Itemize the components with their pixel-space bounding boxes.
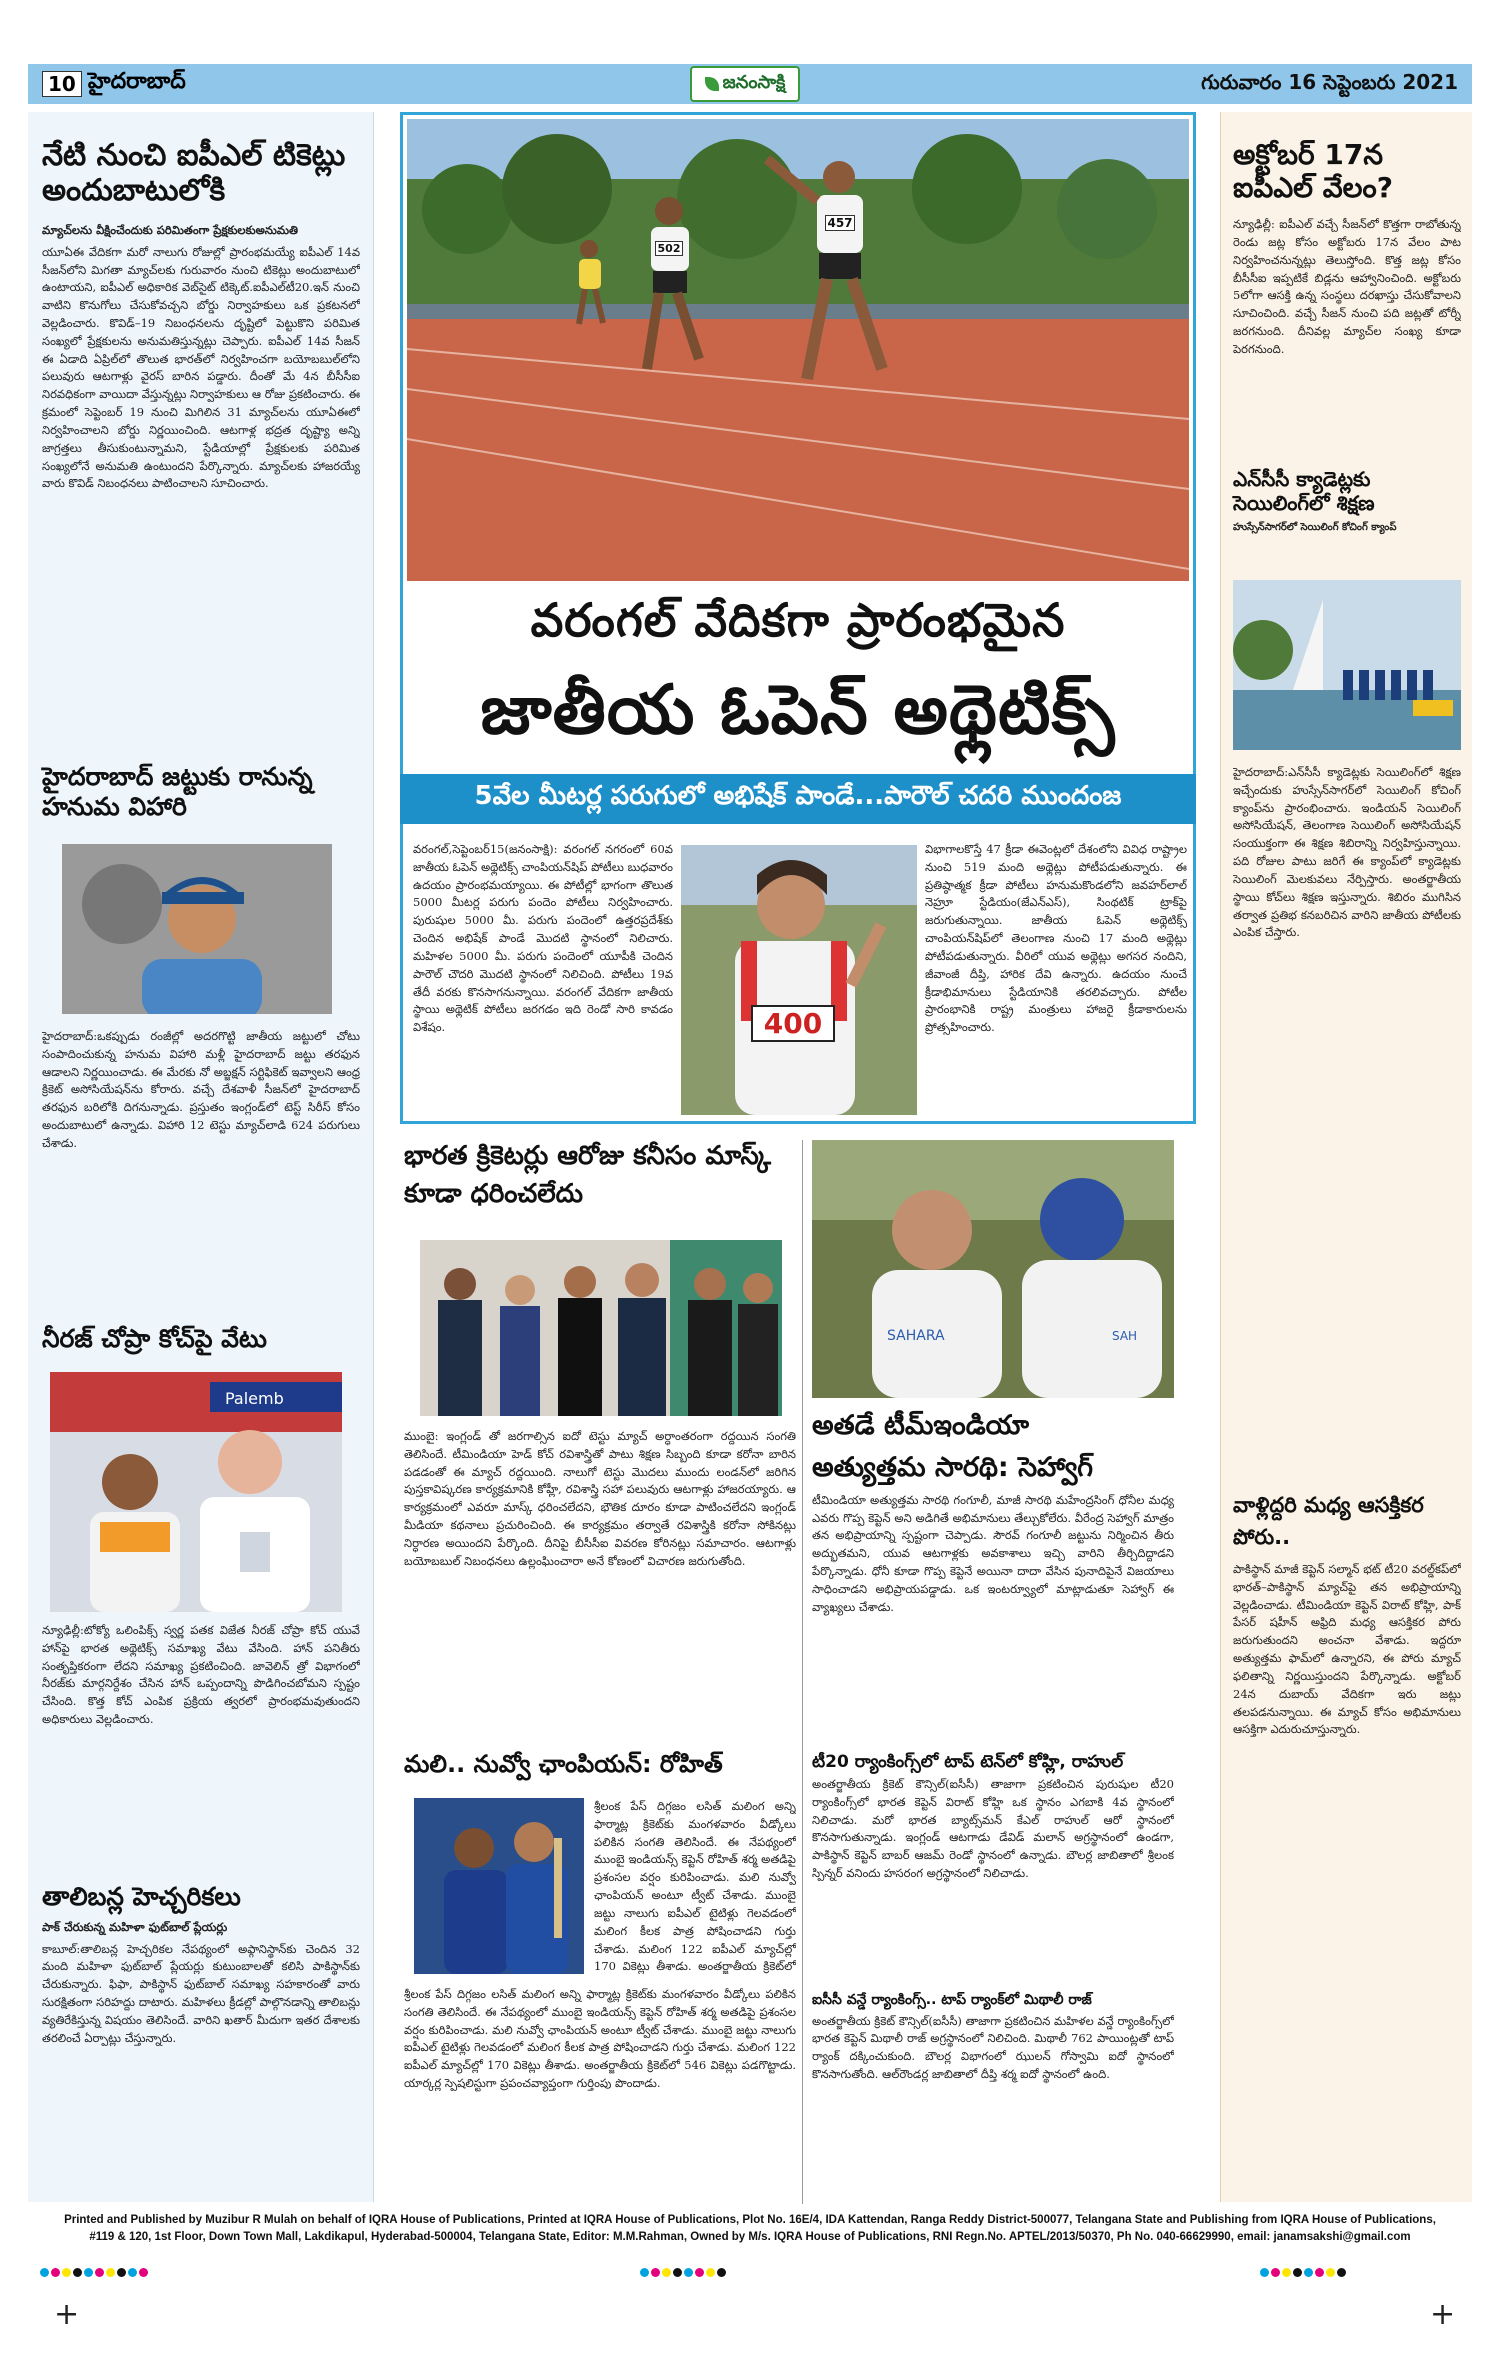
issue-date: గురువారం 16 సెప్టెంబరు 2021 bbox=[1201, 69, 1458, 94]
headline: హైదరాబాద్ జట్టుకు రానున్న హనుమ విహారి bbox=[42, 762, 313, 821]
article-body: ముంబై: ఇంగ్లండ్ తో జరగాల్సిన ఐదో టెస్టు మ్యాచ్ అర్ధాంతరంగా రద్దయిన సంగతి తెలిసిందే. టీమిండియా హెడ్ కోచ్ రవిశాస్త్రితో పాటు శిక్షణ సిబ్బంది కూడా కరోనా బారిన పడడంతో ఈ మ్యాచ్ రద్దయింది. నాలుగో టెస్టు మొదలు ముందు లండన్‌లో జరిగిన పుస్తకావిష్కరణ కార్యక్రమానికి కోహ్లీ, రవిశాస్త్రి సహా పలువురు ఆటగాళ్లు హాజరయ్యారు. ఆ కార్యక్రమంలో ఎవరూ మాస్క్ ధరించలేదని, భౌతిక దూరం కూడా పాటించలేదని ఇంగ్లండ్ మీడియా కథనాలు ప్రచురించింది. ఈ కార్యక్రమం తర్వాతే రవిశాస్త్రికి కరోనా సోకినట్లు నిర్ధారణ అయిందని పేర్కొంది. దీనిపై బీసీసీఐ వివరణ కోరినట్లు సమాచారం. ఆటగాళ్లు బయోబబుల్ నిబంధనలు ఉల్లంఘించారా అనే కోణంలో విచారణ జరుగుతోంది. bbox=[404, 1429, 796, 1568]
headline: మలి.. నువ్వో ఛాంపియన్: రోహిత్ bbox=[404, 1750, 723, 1778]
article-taliban bbox=[42, 1882, 360, 2181]
article-body: హైదరాబాద్:ఒకప్పుడు రంజీల్లో అదరగొట్టి జాతీయ జట్టులో చోటు సంపాదించుకున్న హనుమ విహారి మళ్లీ హైదరాబాద్ జట్టు తరఫున ఆడాలని నిర్ణయించాడు. ఈ మేరకు నో అబ్జక్షన్ సర్టిఫికెట్ ఇవ్వాలని ఆంధ్ర క్రికెట్ అసోసియేషన్‌ను కోరారు. వచ్చే దేశవాళీ సీజన్‌లో హైదరాబాద్ తరఫున బరిలోకి దిగనున్నాడు. ప్రస్తుతం ఇంగ్లండ్‌లో టెస్ట్ సిరీస్ కోసం అందుబాటులో ఉన్నాడు. విహారి 12 టెస్టు మ్యాచ్‌లాడి 624 పరుగులు చేశాడు. bbox=[42, 1029, 360, 1150]
runners-photo bbox=[407, 119, 1189, 581]
edition-name: హైదరాబాద్ bbox=[87, 69, 186, 94]
headline: తాలిబన్ల హెచ్చరికలు bbox=[42, 1882, 241, 1911]
feature-body-left: వరంగల్,సెప్టెంబర్15(జనంసాక్షి): వరంగల్ నగరంలో 60వ జాతీయ ఓపెన్ అథ్లెటిక్స్ చాంపియన్‌షిప్ పోటీలు బుధవారం ఉదయం ప్రారంభమయ్యాయి. ఈ పోటీల్లో భాగంగా తొలుత 5000 మీటర్ల పరుగు పందెం పోటీలు నిర్వహించారు. పురుషుల 5000 మీ. పరుగు పందెంలో ఉత్తరప్రదేశ్‌కు చెందిన అభిషేక్ పాండే మొదటి స్థానంలో నిలిచారు. మహిళల 5000 మీ. పరుగు పందెంలో యూపీకి చెందిన పారౌల్ చౌదరి మొదటి స్థానంలో నిలిచింది. పోటీలు 19వ తేదీ వరకు కొనసాగనున్నాయి. వరంగల్ వేదికగా జాతీయ స్థాయి అథ్లెటిక్ పోటీలు జరగడం ఇది రెండో సారి కావడం విశేషం. bbox=[413, 842, 673, 1035]
imprint-footer bbox=[28, 2212, 1472, 2256]
feature-subheadline-band: 5వేల మీటర్ల పరుగులో అభిషేక్ పాండే...పారౌల్ చదరి ముందంజ bbox=[400, 774, 1196, 824]
article-sehwag bbox=[812, 1410, 1174, 1742]
subheadline: పాక్ చేరుకున్న మహిళా ఫుట్‌బాల్ ప్లేయర్లు bbox=[42, 1919, 228, 1934]
color-registration-bar bbox=[640, 2262, 728, 2272]
headline: అక్టోబర్ 17న ఐపీఎల్ వేలం? bbox=[1233, 138, 1393, 205]
article-body: టీమిండియా అత్యుత్తమ సారథి గంగూలీ, మాజీ సారథి మహేంద్రసింగ్ ధోనీల మధ్య ఎవరు గొప్ప కెప్టెన్ అని అడిగితే అభిమానులు తేల్చుకోలేరు. వీరేంద్ర సెహ్వాగ్ మాత్రం తన అభిప్రాయాన్ని స్పష్టంగా చెప్పాడు. సౌరవ్ గంగూలీ జట్టును నిర్మించిన తీరు అద్భుతమని, యువ ఆటగాళ్లకు అవకాశాలు ఇచ్చి వారిని తీర్చిదిద్దాడని పేర్కొన్నాడు. ధోనీ కూడా గొప్ప కెప్టెనే అయినా దాదా వేసిన పునాదిపైనే విజయాలు సాధించాడని అభిప్రాయపడ్డాడు. ఒక ఇంటర్వ్యూలో మాట్లాడుతూ సెహ్వాగ్ ఈ వ్యాఖ్యలు చేశాడు. bbox=[812, 1492, 1174, 1614]
article-body: న్యూఢిల్లీ: ఐపీఎల్ వచ్చే సీజన్‌లో కొత్తగా రాబోతున్న రెండు జట్ల కోసం అక్టోబరు 17న వేలం పాట నిర్వహించనున్నట్లు తెలుస్తోంది. కొత్త జట్ల కోసం బీసీసీఐ ఇప్పటికే బిడ్లను ఆహ్వానించింది. అక్టోబరు 5లోగా ఆసక్తి ఉన్న సంస్థలు దరఖాస్తు చేసుకోవాలని సూచించింది. వచ్చే సీజన్ నుంచి పది జట్లతో టోర్నీ జరగనుంది. దీనివల్ల మ్యాచ్‌ల సంఖ్య కూడా పెరగనుంది. bbox=[1233, 217, 1461, 356]
leaf-icon bbox=[705, 77, 719, 91]
book-launch-photo bbox=[420, 1240, 782, 1416]
article-body: పాకిస్థాన్ మాజీ కెప్టెన్ సల్మాన్ భట్ టీ20 వరల్డ్‌కప్‌లో భారత్‌–పాకిస్థాన్ మ్యాచ్‌పై తన అభిప్రాయాన్ని వెల్లడించాడు. టీమిండియా కెప్టెన్ విరాట్ కోహ్లి, పాక్ పేసర్ షహీన్ అఫ్రిది మధ్య ఆసక్తికర పోరు జరుగుతుందని అంచనా వేశాడు. ఇద్దరూ అత్యుత్తమ ఫామ్‌లో ఉన్నారని, ఈ పోరు మ్యాచ్ ఫలితాన్ని నిర్ణయిస్తుందని పేర్కొన్నాడు. అక్టోబర్ 24న దుబాయ్ వేదికగా ఇరు జట్లు తలపడనున్నాయి. ఈ మ్యాచ్ కోసం అభిమానులు ఆసక్తిగా ఎదురుచూస్తున్నారు. bbox=[1233, 1562, 1461, 1737]
headline-line-2: అత్యుత్తమ సారథి: సెహ్వాగ్ bbox=[812, 1451, 1094, 1483]
article-body: కాబూల్:తాలిబన్ల హెచ్చరికల నేపథ్యంలో అఫ్గానిస్థాన్‌కు చెందిన 32 మంది మహిళా ఫుట్‌బాల్ ప్లేయర్లు కుటుంబాలతో కలిసి పాకిస్థాన్‌కు చేరుకున్నారు. ఫిఫా, పాకిస్థాన్ ఫుట్‌బాల్ సమాఖ్య సహకారంతో వారు సురక్షితంగా సరిహద్దు దాటారు. మహిళలు క్రీడల్లో పాల్గొనడాన్ని తాలిబన్లు వ్యతిరేకిస్తున్న విషయం తెలిసిందే. వారిని ఖతార్ మీదుగా ఇతర దేశాలకు తరలించే ఏర్పాట్లు చేస్తున్నారు. bbox=[42, 1941, 360, 2045]
article-ncc-sailing bbox=[1233, 467, 1461, 940]
crop-mark-icon: + bbox=[54, 2297, 80, 2332]
article-body: అంతర్జాతీయ క్రికెట్ కౌన్సిల్(ఐసీసీ) తాజాగా ప్రకటించిన పురుషుల టీ20 ర్యాంకింగ్స్‌లో భారత కెప్టెన్ విరాట్ కోహ్లి ఒక స్థానం ఎగబాకి 4వ స్థానంలో నిలిచాడు. మరో భారత బ్యాట్స్‌మన్ కేఎల్ రాహుల్ ఆరో స్థానంలో కొనసాగుతున్నాడు. ఇంగ్లండ్ ఆటగాడు డేవిడ్ మలాన్ అగ్రస్థానంలో ఉండగా, పాకిస్థాన్ కెప్టెన్ బాబర్ ఆజమ్ రెండో స్థానంలో ఉన్నాడు. బౌలర్ల జాబితాలో శ్రీలంక స్పిన్నర్ వనిందు హసరంగ అగ్రస్థానంలో నిలిచాడు. bbox=[812, 1777, 1174, 1881]
feature-headline-2: జాతీయ ఓపెన్ అథ్లెటిక్స్ bbox=[480, 671, 1116, 750]
feature-body-right: విభాగాలకొస్తే 47 క్రీడా ఈవెంట్లలో దేశంలోని వివిధ రాష్ట్రాల నుంచి 519 మంది అథ్లెట్లు పోటీపడుతున్నారు. ఈ ప్రతిష్ఠాత్మక క్రీడా పోటీలు హనుమకొండలోని జవహర్‌లాల్ నెహ్రూ స్టేడియం(జేఎన్ఎస్), సింథటిక్ ట్రాక్‌పై జరుగుతున్నాయి. జాతీయ ఓపెన్ అథ్లెటిక్స్ చాంపియన్‌షిప్‌లో తెలంగాణ నుంచి 17 మంది అథ్లెట్లు పోటీపడుతున్నారు. వీరిలో యువ అథ్లెట్లు అగసర నందిని, జీవాంజీ దీప్తి, హారిక దేవి ఉన్నారు. ఉదయం నుంచే క్రీడాభిమానులు స్టేడియానికి తరలివచ్చారు. పోటీల ప్రారంభానికి రాష్ట్ర మంత్రులు హాజరై క్రీడాకారులను ప్రోత్సహించారు. bbox=[925, 842, 1187, 1035]
article-body: అంతర్జాతీయ క్రికెట్ కౌన్సిల్(ఐసీసీ) తాజాగా ప్రకటించిన మహిళల వన్డే ర్యాంకింగ్స్‌లో భారత కెప్టెన్ మిథాలీ రాజ్ అగ్రస్థానంలో నిలిచింది. మిథాలీ 762 పాయింట్లతో టాప్ ర్యాంక్ దక్కించుకుంది. బౌలర్ల విభాగంలో ఝులన్ గోస్వామి ఐదో స్థానంలో కొనసాగుతోంది. ఆల్‌రౌండర్ల జాబితాలో దీప్తి శర్మ ఐదో స్థానంలో ఉంది. bbox=[812, 2013, 1174, 2081]
crop-mark-icon: + bbox=[1430, 2297, 1456, 2332]
neeraj-photo bbox=[50, 1372, 342, 1612]
svg-text:SAH: SAH bbox=[1112, 1329, 1138, 1343]
right-column bbox=[1220, 112, 1472, 2202]
article-body: న్యూఢిల్లీ:టోక్యో ఒలింపిక్స్ స్వర్ణ పతక విజేత నీరజ్ చోప్రా కోచ్ యువే హాన్‌పై భారత అథ్లెటిక్స్ సమాఖ్య వేటు వేసింది. హాన్ పనితీరు సంతృప్తికరంగా లేదని సమాఖ్య ప్రకటించింది. జావెలిన్ త్రో విభాగంలో నీరజ్‌కు మార్గనిర్దేశం చేసిన హాన్ ఒప్పందాన్ని పొడిగించబోమని స్పష్టం చేసింది. కొత్త కోచ్ ఎంపిక ప్రక్రియ త్వరలో ప్రారంభమవుతుందని అధికారులు వెల్లడించారు. bbox=[42, 1623, 360, 1727]
article-body: హైదరాబాద్:ఎన్‌సీసీ క్యాడెట్లకు సెయిలింగ్‌లో శిక్షణ ఇచ్చేందుకు హుస్సేన్‌సాగర్‌లో సెయిలింగ్ కోచింగ్ క్యాంప్‌ను ప్రారంభించారు. ఇండియన్ సెయిలింగ్ అసోసియేషన్, తెలంగాణ సెయిలింగ్ అసోసియేషన్ సంయుక్తంగా ఈ శిక్షణ శిబిరాన్ని నిర్వహిస్తున్నాయి. పది రోజుల పాటు జరిగే ఈ క్యాంప్‌లో క్యాడెట్లకు సెయిలింగ్ మెలకువలు నేర్పిస్తారు. అంతర్జాతీయ స్థాయి కోచ్‌లు శిక్షణ ఇస్తున్నారు. శిబిరం ముగిసిన తర్వాత ప్రతిభ కనబరిచిన వారిని జాతీయ పోటీలకు ఎంపిక చేస్తారు. bbox=[1233, 765, 1461, 940]
article-hanuma-vihari bbox=[42, 762, 360, 1150]
article-ipl-auction bbox=[1233, 138, 1461, 456]
bib-number: 400 bbox=[751, 1005, 835, 1042]
logo-text: జనంసాక్షి bbox=[722, 71, 786, 93]
page-number: 10 bbox=[42, 71, 82, 97]
article-masks bbox=[404, 1138, 796, 1568]
article-body: యూఏఈ వేదికగా మరో నాలుగు రోజుల్లో ప్రారంభమయ్యే ఐపీఎల్ 14వ సీజన్‌లోని మిగతా మ్యాచ్‌లకు గురువారం నుంచి టికెట్లు అందుబాటులో ఉంటాయని, ఐపీఎల్ అధికారిక వెబ్‌సైట్ టిక్కెట్‌.ఐపీఎల్‌టీ20.ఇన్ నుంచి వాటిని కొనుగోలు చేసుకోవచ్చని బోర్డు నిర్వాహకులు ఒక ప్రకటనలో వెల్లడించారు. కొవిడ్‌–19 నిబంధనలను దృష్టిలో పెట్టుకొని పరిమిత సంఖ్యలో ప్రేక్షకులను అనుమతిస్తున్నట్లు చెప్పారు. ఐపీఎల్ 14వ సీజన్ ఈ ఏడాది ఏప్రిల్‌లో తొలుత భారత్‌లో నిర్వహించగా బయోబబుల్‌లోని పలువురు ఆటగాళ్లు వైరస్ బారిన పడ్డారు. దీంతో మే 4న బీసీసీఐ నిరవధికంగా వాయిదా వేస్తున్నట్లు నిర్వాహకులు ఆ రోజు ప్రకటించారు. ఈ క్రమంలో సెప్టెంబర్ 19 నుంచి మిగిలిన 31 మ్యాచ్‌లను యూఏఈలో నిర్వహించాలని బోర్డు నిర్ణయించింది. ఆటగాళ్ల భద్రత దృష్ట్యా అన్ని జాగ్రత్తలు తీసుకుంటున్నామని, స్టేడియాల్లో ప్రేక్షకులకు పరిమిత సంఖ్యలోనే అనుమతి ఉంటుందని పేర్కొన్నారు. మ్యాచ్‌లకు హాజరయ్యే వారు కొవిడ్ నిబంధనలు పాటించాలని సూచించారు. bbox=[42, 244, 360, 491]
vihari-photo bbox=[62, 844, 332, 1014]
sailing-photo bbox=[1233, 580, 1461, 750]
left-column bbox=[28, 112, 374, 2202]
imprint-line-2: #119 & 120, 1st Floor, Down Town Mall, Lakdikapul, Hyderabad-500004, Telangana State, Editor: M.M.Rahman, Owned by M/s. IQRA House of Publications, RNI Regn.No. APTEL/2013/50370, Ph No. 040-66629990, email: janamsakshi@gmail.com bbox=[89, 2231, 1411, 2244]
subheadline: హుస్సేన్‌సాగర్‌లో సెయిలింగ్ కోచింగ్ క్యాంప్ bbox=[1233, 522, 1397, 534]
headline: నీరజ్ చోప్రా కోచ్‌పై వేటు bbox=[42, 1324, 267, 1353]
svg-text:Palemb: Palemb bbox=[225, 1389, 284, 1408]
feature-athletics bbox=[400, 112, 1196, 1124]
headline: ఎన్‌సీసీ క్యాడెట్లకు సెయిలింగ్‌లో శిక్షణ bbox=[1233, 467, 1375, 515]
headline: నేటి నుంచి ఐపీఎల్ టికెట్లు అందుబాటులోకి bbox=[42, 138, 346, 209]
headline-line-1: అతడే టీమ్‌ఇండియా bbox=[812, 1410, 1030, 1441]
color-registration-bar bbox=[40, 2262, 150, 2272]
subheadline: మ్యాచ్‌లను వీక్షించేందుకు పరిమితంగా ప్రేక్షకులకుఅనుమతి bbox=[42, 222, 298, 237]
headline: వాళ్లిద్దరి మధ్య ఆసక్తికర పోరు.. bbox=[1233, 1493, 1424, 1549]
article-rohit bbox=[404, 1750, 796, 2091]
article-neeraj-coach bbox=[42, 1324, 360, 1727]
column-rule bbox=[802, 1140, 803, 2204]
headline: ఐసీసీ వన్డే ర్యాంకింగ్స్.. టాప్ ర్యాంక్‌లో మిథాలీ రాజ్ bbox=[812, 1992, 1092, 2008]
article-ipl-tickets bbox=[42, 138, 360, 724]
bib-number: 502 bbox=[655, 241, 683, 256]
article-body-top: శ్రీలంక పేస్ దిగ్గజం లసిత్ మలింగ అన్ని ఫార్మాట్ల క్రికెట్‌కు మంగళవారం వీడ్కోలు పలికిన సంగతి తెలిసిందే. ఈ నేపథ్యంలో ముంబై ఇండియన్స్ కెప్టెన్ రోహిత్ శర్మ అతడిపై ప్రశంసల వర్షం కురిపించాడు. మలి నువ్వో ఛాంపియన్ అంటూ ట్వీట్ చేశాడు. ముంబై జట్టు నాలుగు ఐపీఎల్ టైటిళ్లు గెలవడంలో మలింగ కీలక పాత్ర పోషించాడని గుర్తు చేశాడు. మలింగ 122 ఐపీఎల్ మ్యాచ్‌ల్లో 170 వికెట్లు తీశాడు. అంతర్జాతీయ క్రికెట్‌లో bbox=[594, 1799, 796, 1974]
headline: భారత క్రికెటర్లు ఆరోజు కనీసం మాస్క్ కూడా ధరించలేదు bbox=[404, 1141, 771, 1209]
feature-headline-1: వరంగల్ వేదికగా ప్రారంభమైన bbox=[530, 593, 1066, 647]
headline: టీ20 ర్యాంకింగ్స్‌లో టాప్ టెన్‌లో కోహ్లి, రాహుల్ bbox=[812, 1752, 1124, 1772]
article-body: శ్రీలంక పేస్ దిగ్గజం లసిత్ మలింగ అన్ని ఫార్మాట్ల క్రికెట్‌కు మంగళవారం వీడ్కోలు పలికిన సంగతి తెలిసిందే. ఈ నేపథ్యంలో ముంబై ఇండియన్స్ కెప్టెన్ రోహిత్ శర్మ అతడిపై ప్రశంసల వర్షం కురిపించాడు. మలి నువ్వో ఛాంపియన్ అంటూ ట్వీట్ చేశాడు. ముంబై జట్టు నాలుగు ఐపీఎల్ టైటిళ్లు గెలవడంలో మలింగ కీలక పాత్ర పోషించాడని గుర్తు చేశాడు. మలింగ 122 ఐపీఎల్ మ్యాచ్‌ల్లో 170 వికెట్లు తీశాడు. అంతర్జాతీయ క్రికెట్‌లో 546 వికెట్లు పడగొట్టాడు. యార్కర్ల స్పెషలిస్టుగా ప్రపంచవ్యాప్తంగా గుర్తింపు పొందాడు. bbox=[404, 1987, 796, 2091]
malinga-rohit-photo bbox=[414, 1798, 584, 1974]
article-pak-fight bbox=[1233, 1490, 1461, 2161]
svg-text:SAHARA: SAHARA bbox=[887, 1328, 945, 1344]
color-registration-bar bbox=[1260, 2262, 1348, 2272]
masthead-logo bbox=[690, 66, 800, 102]
page-number-edition bbox=[42, 69, 186, 99]
imprint-line-1: Printed and Published by Muzibur R Mulah on behalf of IQRA House of Publications, Printed at IQRA House of Publications, Plot No. 16E/4, IDA Kattendan, Ranga Reddy District-500077, Telangana State and Publishing from IQRA House of Publications, bbox=[64, 2214, 1436, 2226]
sehwag-dhoni-photo bbox=[812, 1140, 1174, 1398]
athlete-photo bbox=[681, 845, 917, 1115]
article-t20-rankings bbox=[812, 1752, 1174, 1986]
bib-number: 457 bbox=[825, 215, 855, 231]
article-mithali bbox=[812, 1992, 1174, 2203]
